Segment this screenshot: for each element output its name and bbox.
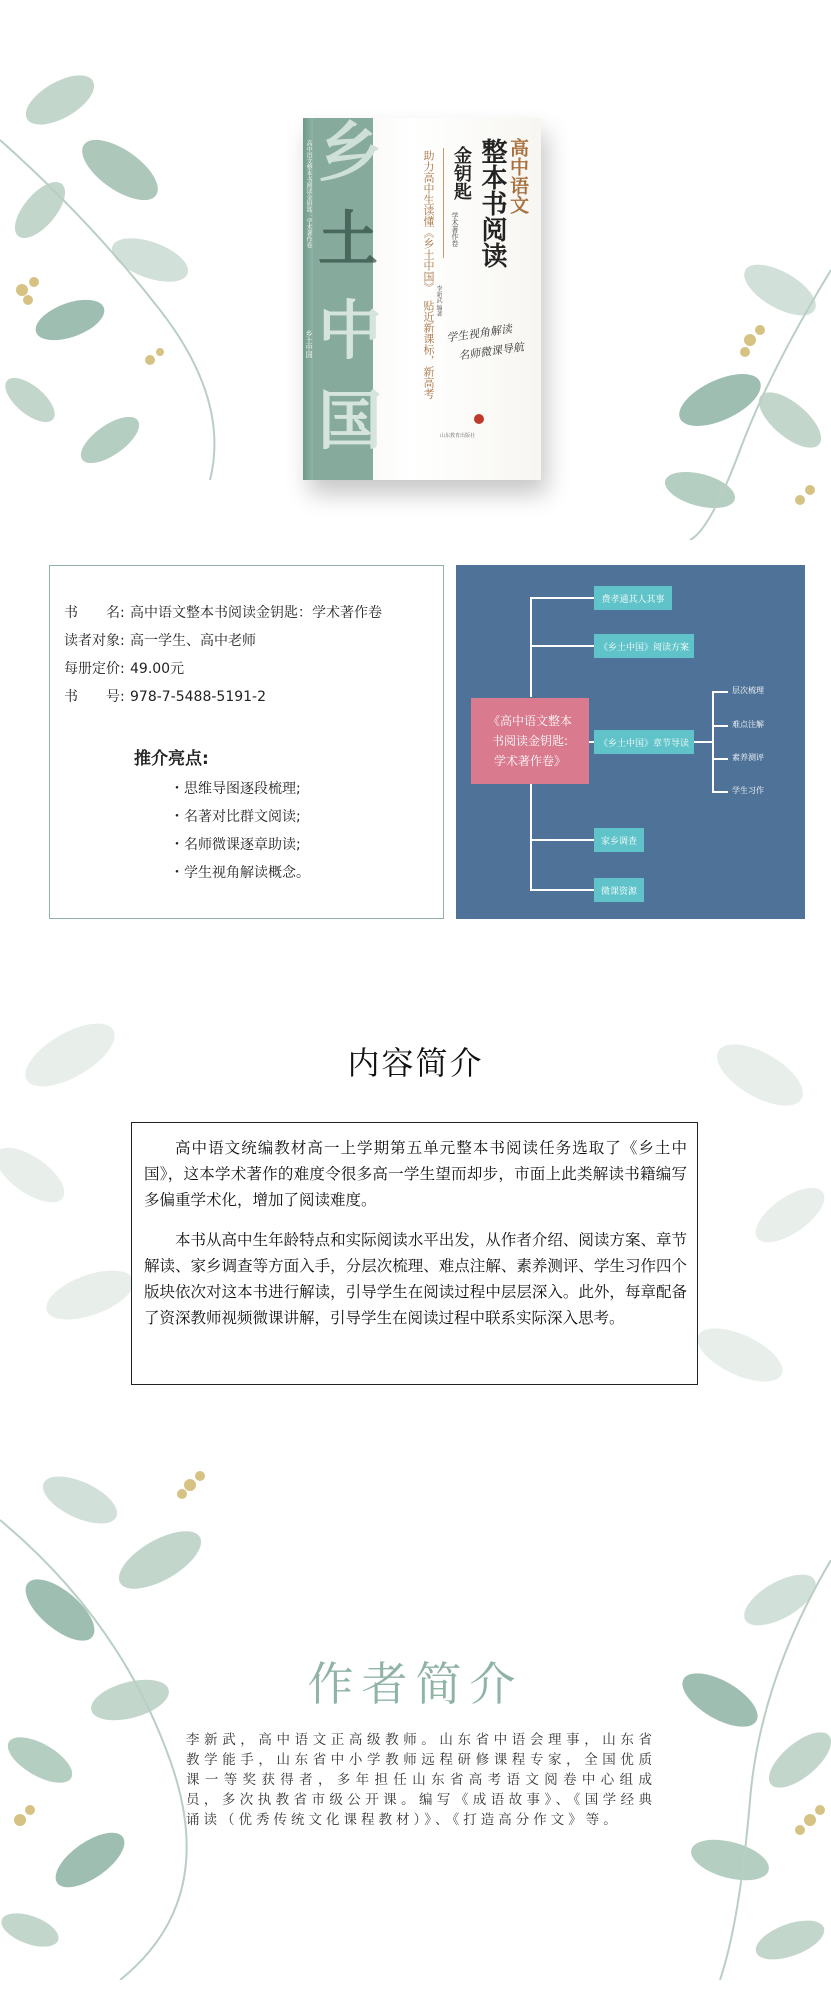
highlight-item: ・思维导图逐段梳理; <box>170 781 301 797</box>
mind-map-connector <box>530 839 594 841</box>
center-line: 学术著作卷》 <box>493 754 566 768</box>
book-info-box <box>49 565 444 919</box>
mind-map-leaf: 素养测评 <box>732 753 764 762</box>
mind-map-connector <box>694 741 712 743</box>
info-value: 978-7-5488-5191-2 <box>130 689 267 705</box>
cover-big-char: 土 <box>318 205 378 275</box>
highlight-item: ・名著对比群文阅读; <box>170 809 301 825</box>
info-value: 49.00元 <box>130 661 185 677</box>
cover-slogan: 贴近新课标，新高考 <box>422 300 435 399</box>
handwriting-line-1: 学生视角解读 <box>445 322 513 345</box>
mind-map-branch: 《乡土中国》阅读方案 <box>594 634 694 658</box>
leaf-decoration-bottom-right <box>660 1560 831 1980</box>
spine-small-title: 乡土中国 <box>305 330 313 358</box>
mind-map-connector <box>530 597 532 697</box>
mind-map-leaf: 层次梳理 <box>732 686 764 695</box>
mind-map-leaf: 难点注解 <box>732 720 764 729</box>
publisher-logo <box>474 414 484 424</box>
mind-map-connector <box>712 725 728 727</box>
cover-volume: 学术著作卷 <box>451 212 459 247</box>
cover-publisher: 山东教育出版社 <box>440 433 476 439</box>
cover-big-char: 乡 <box>318 116 382 191</box>
cover-subtitle: 助力高中生读懂《乡土中国》 <box>422 150 435 293</box>
author-bio: 李新武，高中语文正高级教师。山东省中语会理事，山东省教学能手，山东省中小学教师远程研修课程专家，全国优质课一等奖获得者，多年担任山东省高考语文阅卷中心组成员，多次执教省市级公开课。编写《成语故事》、《国学经典诵读（优秀传统文化课程教材）》、《打造高分作文》等。 <box>186 1732 656 1828</box>
mind-map <box>456 565 805 919</box>
handwriting-line-2: 名师微课导航 <box>457 340 525 363</box>
mind-map-connector <box>530 597 594 599</box>
info-row-title <box>64 602 382 622</box>
cover-big-char: 国 <box>318 384 382 459</box>
info-value: 高中语文整本书阅读金钥匙：学术著作卷 <box>130 605 382 621</box>
cover-key-title: 金钥匙 <box>451 146 472 200</box>
info-label: 读者对象: <box>64 633 125 649</box>
info-label: 书 名: <box>64 605 125 621</box>
intro-paragraph: 高中语文统编教材高一上学期第五单元整本书阅读任务选取了《乡土中国》，这本学术著作的难度令很多高一学生望而却步，市面上此类解读书籍编写多偏重学术化，增加了阅读难度。 <box>144 1139 687 1209</box>
info-label: 书 号: <box>64 689 125 705</box>
mind-map-connector <box>712 791 728 793</box>
cover-main-title: 整本书阅读 <box>477 138 507 268</box>
mind-map-connector <box>530 645 594 647</box>
mind-map-leaf: 学生习作 <box>732 786 764 795</box>
mind-map-center-node <box>471 698 589 784</box>
author-section-title: 作者简介 <box>307 1657 524 1711</box>
info-label: 每册定价: <box>64 661 125 677</box>
highlight-item: ・名师微课逐章助读; <box>170 837 301 853</box>
highlight-item: ・学生视角解读概念。 <box>170 865 310 881</box>
mind-map-connector <box>530 889 594 891</box>
mind-map-branch: 微课资源 <box>594 878 644 902</box>
center-line: 书阅读金钥匙: <box>491 734 569 748</box>
leaf-decoration-top-right <box>650 250 831 540</box>
mind-map-connector <box>530 784 532 889</box>
spine-title: 高中语文整本书阅读金钥匙：学术著作卷 <box>305 140 312 248</box>
info-value: 高一学生、高中老师 <box>130 633 256 649</box>
mind-map-connector <box>712 691 728 693</box>
mind-map-branch: 费孝通其人其事 <box>594 586 672 610</box>
intro-text-box <box>131 1122 698 1385</box>
info-row-audience <box>64 630 256 650</box>
center-line: 《高中语文整本 <box>487 714 572 728</box>
cover-rule <box>443 148 444 258</box>
mind-map-branch: 《乡土中国》章节导读 <box>594 730 694 754</box>
cover-editor: 李新武 编著 <box>435 285 442 317</box>
info-row-isbn <box>64 686 266 706</box>
leaf-decoration-top-left <box>0 60 230 500</box>
mind-map-branch: 家乡调查 <box>594 828 644 852</box>
cover-big-char: 中 <box>318 294 382 369</box>
mind-map-connector <box>712 758 728 760</box>
intro-paragraph: 本书从高中生年龄特点和实际阅读水平出发，从作者介绍、阅读方案、章节解读、家乡调查等方面入手，分层次梳理、难点注解、素养测评、学生习作四个版块依次对这本书进行解读，引导学生在阅读过程中层层深入。此外，每章配备了资深教师视频微课讲解，引导学生在阅读过程中联系实际深入思考。 <box>144 1231 687 1327</box>
highlights-title: 推介亮点: <box>134 749 209 769</box>
intro-section-title: 内容简介 <box>347 1044 484 1082</box>
info-row-price <box>64 658 184 678</box>
mind-map-connector <box>712 691 714 791</box>
cover-series: 高中语文 <box>507 138 529 214</box>
leaf-decoration-bottom-left <box>0 1460 260 1980</box>
